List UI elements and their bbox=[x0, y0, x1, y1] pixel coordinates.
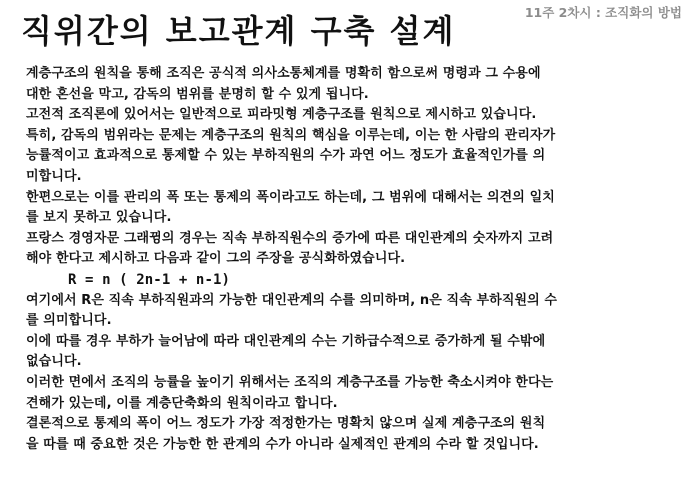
formula-line: R = n ( 2n-1 + n-1) bbox=[68, 271, 231, 288]
slide-title: 직위간의 보고관계 구축 설계 bbox=[21, 12, 456, 50]
text-line: 여기에서 R은 직속 부하직원과의 가능한 대인관계의 수를 의미하며, n은 직속 부하직원의 수 bbox=[26, 292, 558, 308]
text-line: 결론적으로 통제의 폭이 어느 정도가 가장 적정한가는 명확치 않으며 실제 계층구조의 원칙 bbox=[26, 416, 546, 432]
text-line: 능률적이고 효과적으로 통제할 수 있는 부하직원의 수가 과연 어느 정도가 효율적인가를 의 bbox=[26, 148, 546, 164]
text-line: 대한 혼선을 막고, 감독의 범위를 분명히 할 수 있게 됩니다. bbox=[26, 86, 369, 102]
body-text bbox=[26, 64, 676, 455]
text-line: 를 보지 못하고 있습니다. bbox=[26, 210, 172, 226]
text-line: 한편으로는 이를 관리의 폭 또는 통제의 폭이라고도 하는데, 그 범위에 대해서는 의견의 일치 bbox=[26, 189, 555, 205]
text-line: 이러한 면에서 조직의 능률을 높이기 위해서는 조직의 계층구조를 가능한 축소시켜야 한다는 bbox=[26, 374, 554, 390]
text-line: 해야 한다고 제시하고 다음과 같이 그의 주장을 공식화하였습니다. bbox=[26, 251, 406, 267]
text-line: 없습니다. bbox=[26, 354, 82, 370]
text-line: 을 따를 때 중요한 것은 가능한 한 관계의 수가 아니라 실제적인 관계의 수라 할 것입니다. bbox=[26, 436, 539, 452]
lesson-subtitle: 11주 2차시 : 조직화의 방법 bbox=[524, 5, 682, 20]
text-line: 이에 따를 경우 부하가 늘어남에 따라 대인관계의 수는 기하급수적으로 증가하게 될 수밖에 bbox=[26, 333, 546, 349]
text-line: 특히, 감독의 범위라는 문제는 계층구조의 원칙의 핵심을 이루는데, 이는 한 사람의 관리자가 bbox=[26, 127, 556, 143]
text-line: 프랑스 경영자문 그래뀡의 경우는 직속 부하직원수의 증가에 따른 대인관계의 숫자까지 고려 bbox=[26, 230, 554, 246]
text-line: 계층구조의 원칙을 통해 조직은 공식적 의사소통체계를 명확히 함으로써 명령과 그 수용에 bbox=[26, 66, 541, 81]
text-line: 를 의미합니다. bbox=[26, 313, 112, 329]
text-line: 고전적 조직론에 있어서는 일반적으로 피라밋형 계층구조를 원칙으로 제시하고 있습니다. bbox=[26, 107, 537, 123]
text-line: 견해가 있는데, 이를 계층단축화의 원칙이라고 합니다. bbox=[26, 395, 338, 411]
text-line: 미합니다. bbox=[26, 168, 82, 184]
